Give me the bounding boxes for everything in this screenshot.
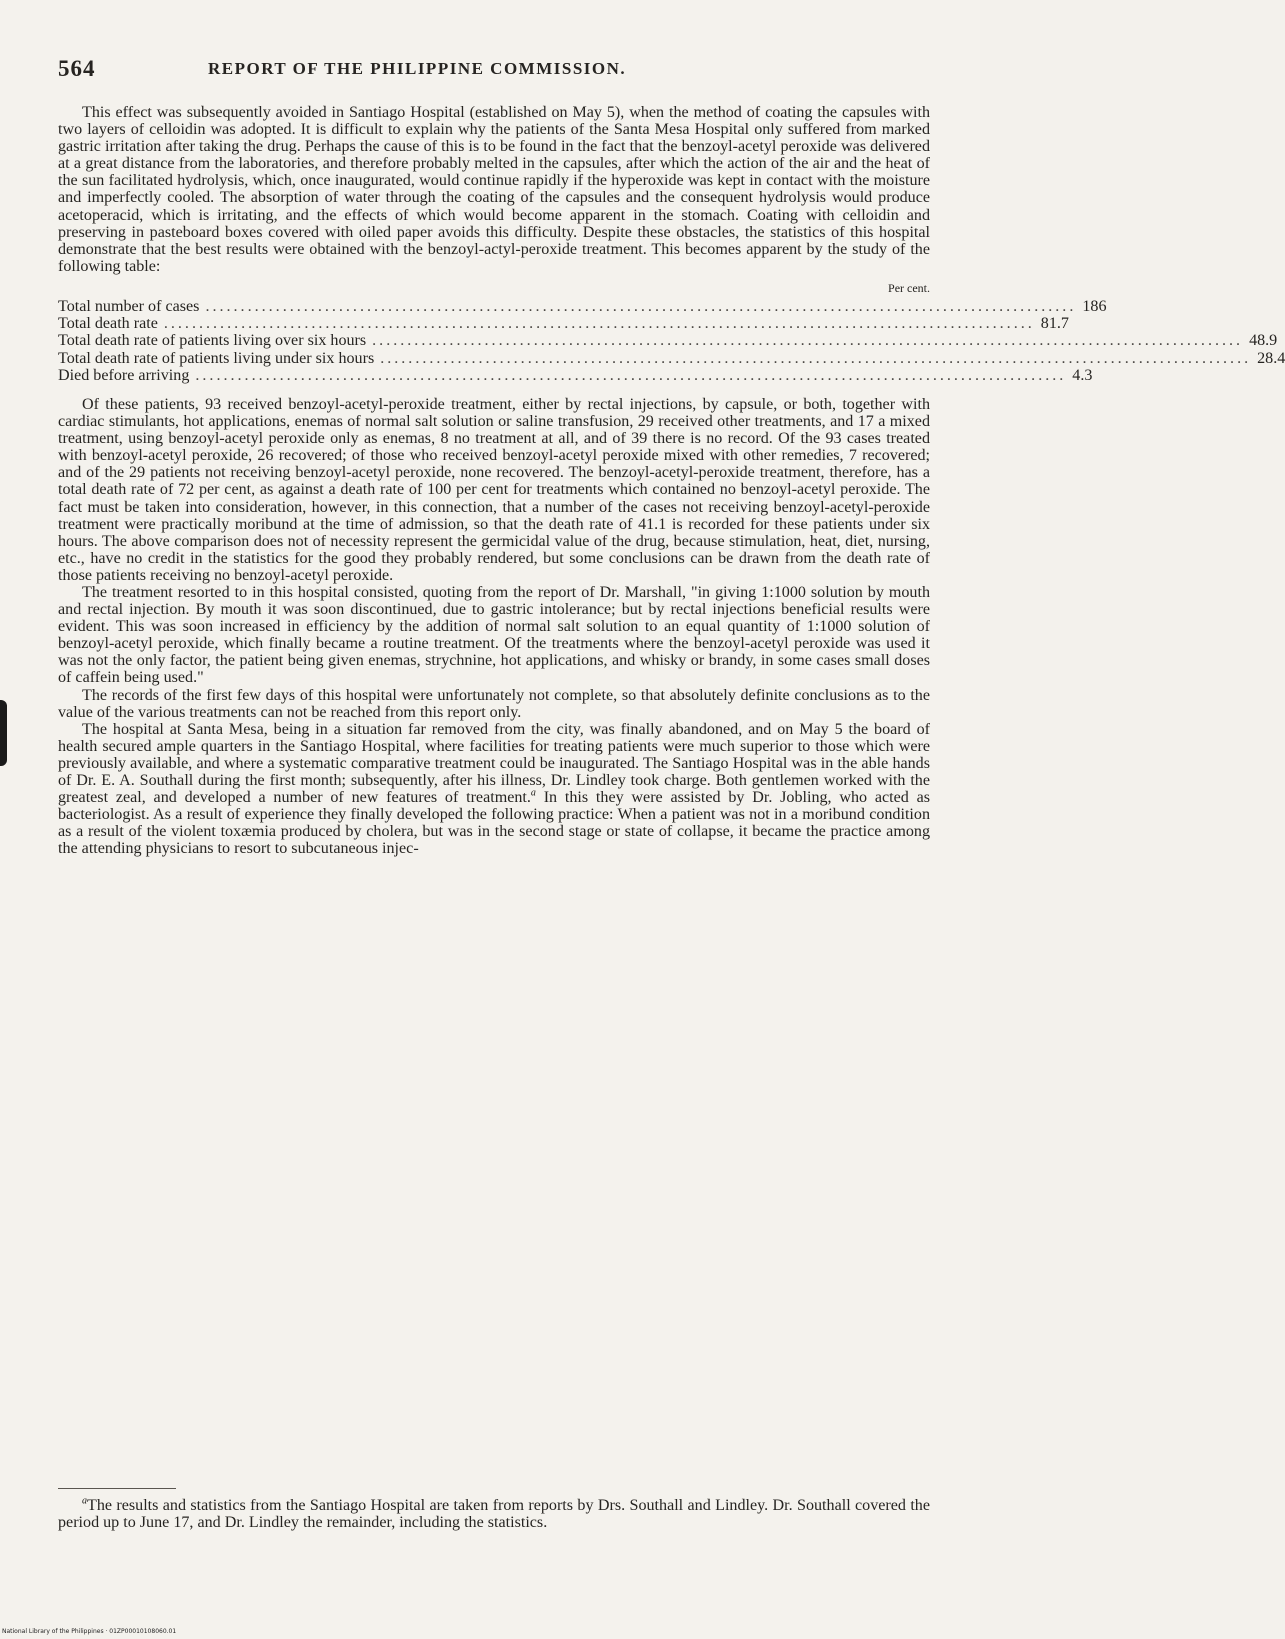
row-value: 4.3	[1072, 366, 1093, 384]
paragraph-5	[58, 721, 930, 858]
leader-dots: ............................................................................................................................	[380, 349, 1252, 367]
statistics-table	[58, 280, 1285, 384]
footnote-text: The results and statistics from the Santiago Hospital are taken from reports by Drs. Southall and Lindley. Dr. Southall covered the period up to June 17, and Dr. Lindley the remainder, including the statistics.	[58, 1497, 930, 1532]
leader-dots: ............................................................................................................................	[205, 297, 1077, 315]
leader-dots: ............................................................................................................................	[163, 315, 1035, 333]
footnote-divider	[58, 1488, 176, 1489]
running-title: REPORT OF THE PHILIPPINE COMMISSION.	[208, 59, 627, 78]
leader-dots: ............................................................................................................................	[372, 332, 1244, 350]
row-value: 186	[1082, 297, 1107, 315]
page-header	[58, 56, 928, 84]
row-value: 81.7	[1040, 315, 1069, 333]
footnote	[58, 1497, 930, 1531]
table-column-header: Per cent.	[888, 280, 930, 295]
paragraph-3: The treatment resorted to in this hospital consisted, quoting from the report of Dr. Marshall, "in giving 1:1000 solution by mouth and rectal injection. By mouth it was soon discontinued, due to gastric intolerance; but by rectal injections beneficial results were evident. This was soon increased in efficiency by the addition of normal salt solution to an equal quantity of 1:1000 solution of benzoyl-acetyl peroxide, which finally became a routine treatment. Of the treatments where the benzoyl-acetyl peroxide was used it was not the only factor, the patient being given enemas, strychnine, hot applications, and whisky or brandy, in some cases small doses of caffein being used."	[58, 583, 930, 687]
row-label: Total death rate of patients living under six hours	[58, 349, 375, 367]
footnote-reference[interactable]: a	[530, 787, 536, 799]
leader-dots: ............................................................................................................................	[195, 366, 1067, 384]
paragraph-4: The records of the first few days of this hospital were unfortunately not complete, so that absolutely definite conclusions as to the value of the various treatments can not be reached from this report only.	[58, 686, 930, 721]
paragraph-5-text-b: In this they were assisted by Dr. Jobling, who acted as bacteriologist. As a result of experience they finally developed the following practice: When a patient was not in a moribund condition as a result of the violent toxæmia produced by cholera, but was in the second stage or state of collapse, it became the practice among the attending physicians to resort to subcutaneous injec-	[58, 789, 931, 858]
page-number: 564	[58, 56, 96, 81]
binding-shadow	[0, 700, 7, 766]
paragraph-2: Of these patients, 93 received benzoyl-acetyl-peroxide treatment, either by rectal injections, by capsule, or both, together with cardiac stimulants, hot applications, enemas of normal salt solution or saline transfusion, 29 received other treatments, and 17 a mixed treatment, using benzoyl-acetyl peroxide only as enemas, 8 no treatment at all, and of 39 there is no record. Of the 93 cases treated with benzoyl-acetyl peroxide, 26 recovered; of those who received benzoyl-acetyl peroxide mixed with other remedies, 7 recovered; and of the 29 patients not receiving benzoyl-acetyl peroxide, none recovered. The benzoyl-acetyl-peroxide treatment, therefore, has a total death rate of 72 per cent, as against a death rate of 100 per cent for treatments which contained no benzoyl-acetyl peroxide. The fact must be taken into consideration, however, in this connection, that a number of the cases not receiving benzoyl-acetyl-peroxide treatment were practically moribund at the time of admission, so that the death rate of 41.1 is recorded for these patients under six hours. The above comparison does not of necessity represent the germicidal value of the drug, because stimulation, heat, diet, nursing, etc., have no credit in the statistics for the good they probably rendered, but some conclusions can be drawn from the death rate of those patients receiving no benzoyl-acetyl peroxide.	[58, 395, 930, 584]
table-row	[58, 315, 1069, 333]
body-text	[58, 104, 1285, 858]
footnote-marker: a	[82, 1495, 87, 1507]
row-label: Total number of cases	[58, 297, 200, 315]
library-stamp: National Library of the Philippines · 01ZP00010108060.01	[2, 1628, 177, 1635]
table-row	[58, 349, 1285, 367]
row-label: Total death rate	[58, 315, 158, 333]
table-row	[58, 332, 1278, 350]
table-row	[58, 297, 1107, 315]
table-row	[58, 366, 1093, 384]
paragraph-5-text-a: The hospital at Santa Mesa, being in a situation far removed from the city, was finally abandoned, and on May 5 the board of health secured ample quarters in the Santiago Hospital, where facilities for treating patients were much superior to those which were previously available, and where a systematic comparative treatment could be inaugurated. The Santiago Hospital was in the able hands of Dr. E. A. Southall during the first month; subsequently, after his illness, Dr. Lindley took charge. Both gentlemen worked with the greatest zeal, and developed a number of new features of treatment.	[58, 720, 930, 807]
row-value: 48.9	[1249, 332, 1278, 350]
row-label: Died before arriving	[58, 366, 190, 384]
row-value: 28.4	[1257, 349, 1285, 367]
paragraph-1: This effect was subsequently avoided in Santiago Hospital (established on May 5), when the method of coating the capsules with two layers of celloidin was adopted. It is difficult to explain why the patients of the Santa Mesa Hospital only suffered from marked gastric irritation after taking the drug. Perhaps the cause of this is to be found in the fact that the benzoyl-acetyl peroxide was delivered at a great distance from the laboratories, and therefore probably melted in the capsules, after which the action of the air and the heat of the sun facilitated hydrolysis, which, once inaugurated, would continue rapidly if the hyperoxide was kept in contact with the moisture and imperfectly cooled. The absorption of water through the coating of the capsules and the consequent hydrolysis would produce acetoperacid, which is irritating, and the effects of which would become apparent in the stomach. Coating with celloidin and preserving in pasteboard boxes covered with oiled paper avoids this difficulty. Despite these obstacles, the statistics of this hospital demonstrate that the best results were obtained with the benzoyl-actyl-peroxide treatment. This becomes apparent by the study of the following table:	[58, 104, 930, 275]
row-label: Total death rate of patients living over six hours	[58, 332, 367, 350]
